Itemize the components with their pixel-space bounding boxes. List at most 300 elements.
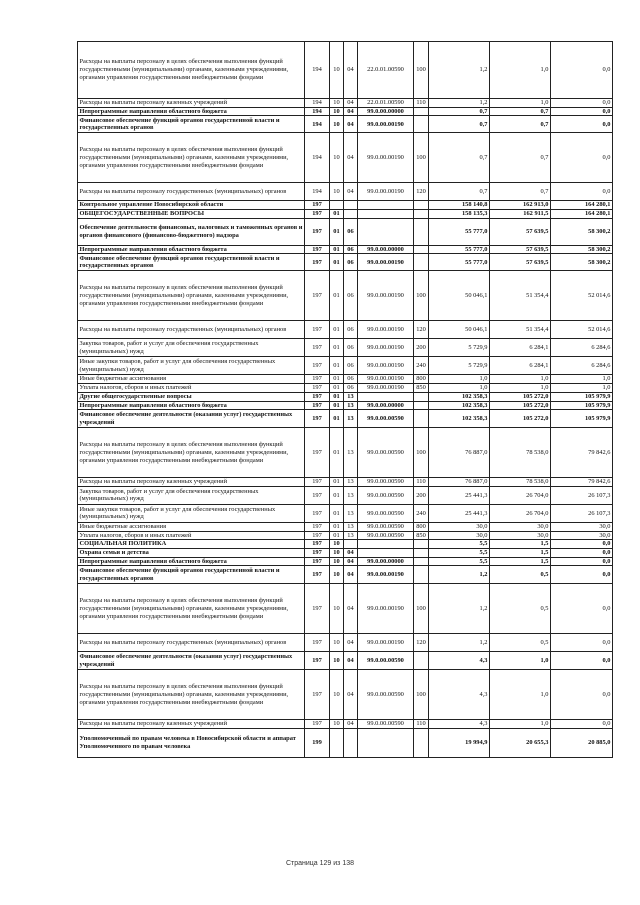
target-article-cell: 99.0.00.00590	[358, 522, 414, 531]
name-cell: Другие общегосударственные вопросы	[78, 392, 305, 401]
target-article-cell	[358, 210, 414, 219]
expense-type-cell: 100	[414, 133, 429, 183]
amount-year2-cell: 162 913,0	[490, 201, 551, 210]
subsection-cell: 13	[344, 428, 358, 478]
amount-year1-cell: 1,0	[429, 384, 490, 393]
expense-type-cell: 240	[414, 357, 429, 375]
amount-year2-cell: 1,0	[490, 652, 551, 670]
subsection-cell: 04	[344, 99, 358, 108]
amount-year2-cell: 0,7	[490, 133, 551, 183]
name-cell: Финансовое обеспечение деятельности (оказания услуг) государственных учреждений	[78, 410, 305, 428]
target-article-cell: 99.0.00.00190	[358, 357, 414, 375]
target-article-cell: 99.0.00.00590	[358, 670, 414, 720]
table-row	[78, 670, 613, 720]
expense-type-cell	[414, 245, 429, 254]
amount-year1-cell: 158 140,8	[429, 201, 490, 210]
expense-type-cell	[414, 410, 429, 428]
target-article-cell: 99.0.00.00590	[358, 504, 414, 522]
amount-year2-cell: 26 704,0	[490, 486, 551, 504]
amount-year3-cell: 0,0	[551, 584, 613, 634]
target-article-cell: 99.0.00.00000	[358, 401, 414, 410]
amount-year3-cell: 58 300,2	[551, 254, 613, 271]
ved-cell: 194	[305, 183, 330, 201]
target-article-cell: 99.0.00.00190	[358, 339, 414, 357]
amount-year1-cell: 55 777,0	[429, 245, 490, 254]
ved-cell: 197	[305, 375, 330, 384]
section-cell: 10	[330, 42, 344, 99]
expense-type-cell	[414, 540, 429, 549]
target-article-cell	[358, 548, 414, 557]
ved-cell: 194	[305, 133, 330, 183]
subsection-cell: 04	[344, 183, 358, 201]
ved-cell: 194	[305, 116, 330, 133]
expense-type-cell: 100	[414, 271, 429, 321]
amount-year2-cell: 1,0	[490, 670, 551, 720]
expense-type-cell: 120	[414, 183, 429, 201]
table-row	[78, 478, 613, 487]
expense-type-cell	[414, 116, 429, 133]
amount-year3-cell: 0,0	[551, 540, 613, 549]
ved-cell: 197	[305, 522, 330, 531]
amount-year3-cell: 79 842,6	[551, 428, 613, 478]
name-cell: Непрограммные направления областного бюджета	[78, 245, 305, 254]
name-cell: Расходы на выплаты персоналу казенных учреждений	[78, 720, 305, 729]
amount-year3-cell: 1,0	[551, 375, 613, 384]
expense-type-cell: 100	[414, 42, 429, 99]
amount-year3-cell: 0,0	[551, 566, 613, 584]
section-cell: 01	[330, 410, 344, 428]
target-article-cell: 99.0.00.00190	[358, 116, 414, 133]
amount-year2-cell: 6 284,1	[490, 357, 551, 375]
table-row	[78, 218, 613, 245]
table-row	[78, 652, 613, 670]
amount-year1-cell: 0,7	[429, 107, 490, 116]
amount-year1-cell: 5,5	[429, 557, 490, 566]
table-row	[78, 339, 613, 357]
amount-year2-cell: 1,5	[490, 557, 551, 566]
ved-cell: 197	[305, 720, 330, 729]
amount-year3-cell: 105 979,9	[551, 401, 613, 410]
table-row	[78, 522, 613, 531]
name-cell: СОЦИАЛЬНАЯ ПОЛИТИКА	[78, 540, 305, 549]
amount-year2-cell: 20 655,3	[490, 729, 551, 758]
table-row	[78, 116, 613, 133]
name-cell: Расходы на выплаты персоналу государственных (муниципальных) органов	[78, 321, 305, 339]
target-article-cell: 99.0.00.00190	[358, 321, 414, 339]
name-cell: Расходы на выплаты персоналу в целях обеспечения выполнения функций государственными (муниципальными) органами, казенными учреждениями, органами управления государственными внебюджетными фондами	[78, 42, 305, 99]
amount-year3-cell: 58 300,2	[551, 218, 613, 245]
amount-year3-cell: 0,0	[551, 183, 613, 201]
subsection-cell: 04	[344, 42, 358, 99]
target-article-cell: 99.0.00.00590	[358, 531, 414, 540]
target-article-cell: 99.0.00.00190	[358, 566, 414, 584]
target-article-cell	[358, 729, 414, 758]
subsection-cell: 06	[344, 271, 358, 321]
amount-year1-cell: 5,5	[429, 548, 490, 557]
subsection-cell: 13	[344, 531, 358, 540]
expense-type-cell: 110	[414, 99, 429, 108]
subsection-cell: 06	[344, 339, 358, 357]
amount-year3-cell: 0,0	[551, 548, 613, 557]
target-article-cell: 99.0.00.00000	[358, 107, 414, 116]
amount-year2-cell: 57 639,5	[490, 245, 551, 254]
amount-year2-cell: 0,5	[490, 634, 551, 652]
amount-year3-cell: 26 107,3	[551, 486, 613, 504]
name-cell: Уполномоченный по правам человека в Новосибирской области и аппарат Уполномоченного по правам человека	[78, 729, 305, 758]
amount-year3-cell: 26 107,3	[551, 504, 613, 522]
expense-type-cell	[414, 566, 429, 584]
ved-cell: 197	[305, 584, 330, 634]
table-row	[78, 428, 613, 478]
ved-cell: 197	[305, 339, 330, 357]
section-cell: 01	[330, 401, 344, 410]
amount-year1-cell: 25 441,3	[429, 504, 490, 522]
amount-year1-cell: 1,2	[429, 584, 490, 634]
name-cell: Расходы на выплаты персоналу в целях обеспечения выполнения функций государственными (муниципальными) органами, казенными учреждениями, органами управления государственными внебюджетными фондами	[78, 584, 305, 634]
amount-year3-cell: 0,0	[551, 116, 613, 133]
subsection-cell: 13	[344, 522, 358, 531]
amount-year1-cell: 5 729,9	[429, 339, 490, 357]
expense-type-cell	[414, 392, 429, 401]
amount-year1-cell: 1,2	[429, 99, 490, 108]
name-cell: Непрограммные направления областного бюджета	[78, 107, 305, 116]
name-cell: Финансовое обеспечение функций органов государственной власти и государственных органов	[78, 254, 305, 271]
subsection-cell: 13	[344, 504, 358, 522]
expense-type-cell	[414, 254, 429, 271]
table-row	[78, 566, 613, 584]
expense-type-cell: 120	[414, 321, 429, 339]
table-row	[78, 634, 613, 652]
name-cell: Расходы на выплаты персоналу государственных (муниципальных) органов	[78, 183, 305, 201]
table-row	[78, 384, 613, 393]
expense-type-cell: 120	[414, 634, 429, 652]
section-cell: 10	[330, 720, 344, 729]
section-cell: 01	[330, 428, 344, 478]
expense-type-cell: 800	[414, 522, 429, 531]
section-cell: 01	[330, 478, 344, 487]
target-article-cell: 22.0.01.00590	[358, 99, 414, 108]
amount-year1-cell: 50 046,1	[429, 321, 490, 339]
expense-type-cell: 850	[414, 531, 429, 540]
ved-cell: 197	[305, 357, 330, 375]
ved-cell: 197	[305, 531, 330, 540]
subsection-cell: 06	[344, 357, 358, 375]
section-cell: 01	[330, 218, 344, 245]
section-cell: 10	[330, 116, 344, 133]
expense-type-cell	[414, 210, 429, 219]
table-row	[78, 486, 613, 504]
table-row	[78, 201, 613, 210]
subsection-cell: 04	[344, 634, 358, 652]
subsection-cell: 13	[344, 410, 358, 428]
expense-type-cell: 850	[414, 384, 429, 393]
amount-year2-cell: 0,5	[490, 584, 551, 634]
target-article-cell: 99.0.00.00190	[358, 254, 414, 271]
table-row	[78, 401, 613, 410]
expense-type-cell: 240	[414, 504, 429, 522]
target-article-cell: 22.0.01.00590	[358, 42, 414, 99]
ved-cell: 197	[305, 321, 330, 339]
amount-year3-cell: 52 014,6	[551, 271, 613, 321]
target-article-cell	[358, 218, 414, 245]
target-article-cell: 99.0.00.00000	[358, 245, 414, 254]
amount-year2-cell: 51 354,4	[490, 321, 551, 339]
expense-type-cell: 110	[414, 478, 429, 487]
target-article-cell: 99.0.00.00590	[358, 478, 414, 487]
name-cell: Закупка товаров, работ и услуг для обеспечения государственных (муниципальных) нужд	[78, 339, 305, 357]
amount-year1-cell: 30,0	[429, 522, 490, 531]
subsection-cell: 06	[344, 254, 358, 271]
target-article-cell: 99.0.00.00190	[358, 584, 414, 634]
amount-year1-cell: 4,3	[429, 670, 490, 720]
target-article-cell: 99.0.00.00190	[358, 183, 414, 201]
amount-year3-cell: 6 284,6	[551, 357, 613, 375]
section-cell: 01	[330, 531, 344, 540]
amount-year1-cell: 158 135,3	[429, 210, 490, 219]
name-cell: Закупка товаров, работ и услуг для обеспечения государственных (муниципальных) нужд	[78, 486, 305, 504]
section-cell: 01	[330, 522, 344, 531]
amount-year1-cell: 19 994,9	[429, 729, 490, 758]
target-article-cell: 99.0.00.00590	[358, 486, 414, 504]
subsection-cell: 04	[344, 584, 358, 634]
ved-cell: 197	[305, 540, 330, 549]
amount-year2-cell: 1,0	[490, 384, 551, 393]
amount-year3-cell: 164 280,1	[551, 210, 613, 219]
subsection-cell	[344, 210, 358, 219]
amount-year2-cell: 0,7	[490, 116, 551, 133]
amount-year2-cell: 0,5	[490, 566, 551, 584]
amount-year1-cell: 76 887,0	[429, 428, 490, 478]
amount-year3-cell: 0,0	[551, 107, 613, 116]
amount-year3-cell: 58 300,2	[551, 245, 613, 254]
section-cell: 10	[330, 670, 344, 720]
name-cell: Иные бюджетные ассигнования	[78, 375, 305, 384]
section-cell	[330, 201, 344, 210]
table-row	[78, 133, 613, 183]
section-cell: 01	[330, 392, 344, 401]
ved-cell: 197	[305, 652, 330, 670]
subsection-cell: 06	[344, 384, 358, 393]
expense-type-cell	[414, 401, 429, 410]
section-cell: 10	[330, 584, 344, 634]
amount-year3-cell: 1,0	[551, 384, 613, 393]
amount-year2-cell: 30,0	[490, 531, 551, 540]
subsection-cell: 06	[344, 321, 358, 339]
ved-cell: 197	[305, 557, 330, 566]
name-cell: Расходы на выплаты персоналу казенных учреждений	[78, 99, 305, 108]
target-article-cell	[358, 392, 414, 401]
expense-type-cell: 200	[414, 339, 429, 357]
amount-year1-cell: 1,0	[429, 375, 490, 384]
amount-year1-cell: 4,3	[429, 652, 490, 670]
name-cell: Расходы на выплаты персоналу государственных (муниципальных) органов	[78, 634, 305, 652]
target-article-cell	[358, 201, 414, 210]
subsection-cell: 13	[344, 486, 358, 504]
amount-year1-cell: 0,7	[429, 133, 490, 183]
section-cell: 01	[330, 504, 344, 522]
name-cell: Финансовое обеспечение функций органов государственной власти и государственных органов	[78, 566, 305, 584]
expense-type-cell: 100	[414, 584, 429, 634]
amount-year3-cell: 0,0	[551, 634, 613, 652]
target-article-cell: 99.0.00.00590	[358, 428, 414, 478]
name-cell: Расходы на выплаты персоналу казенных учреждений	[78, 478, 305, 487]
amount-year2-cell: 1,0	[490, 99, 551, 108]
subsection-cell: 04	[344, 670, 358, 720]
amount-year2-cell: 57 639,5	[490, 254, 551, 271]
target-article-cell: 99.0.00.00190	[358, 384, 414, 393]
target-article-cell: 99.0.00.00190	[358, 133, 414, 183]
expense-type-cell	[414, 729, 429, 758]
amount-year1-cell: 1,2	[429, 42, 490, 99]
target-article-cell: 99.0.00.00590	[358, 410, 414, 428]
subsection-cell: 13	[344, 401, 358, 410]
target-article-cell: 99.0.00.00000	[358, 557, 414, 566]
name-cell: Контрольное управление Новосибирской области	[78, 201, 305, 210]
amount-year2-cell: 78 538,0	[490, 478, 551, 487]
amount-year2-cell: 6 284,1	[490, 339, 551, 357]
name-cell: Расходы на выплаты персоналу в целях обеспечения выполнения функций государственными (муниципальными) органами, казенными учреждениями, органами управления государственными внебюджетными фондами	[78, 133, 305, 183]
amount-year2-cell: 1,0	[490, 720, 551, 729]
table-row	[78, 531, 613, 540]
ved-cell: 194	[305, 107, 330, 116]
section-cell: 10	[330, 652, 344, 670]
expense-type-cell	[414, 548, 429, 557]
table-row	[78, 584, 613, 634]
section-cell: 10	[330, 566, 344, 584]
amount-year3-cell: 20 885,0	[551, 729, 613, 758]
subsection-cell: 04	[344, 566, 358, 584]
table-row	[78, 357, 613, 375]
amount-year3-cell: 105 979,9	[551, 410, 613, 428]
amount-year1-cell: 102 358,3	[429, 401, 490, 410]
name-cell: Непрограммные направления областного бюджета	[78, 557, 305, 566]
amount-year3-cell: 0,0	[551, 652, 613, 670]
subsection-cell: 13	[344, 392, 358, 401]
ved-cell: 197	[305, 384, 330, 393]
table-row	[78, 107, 613, 116]
amount-year3-cell: 30,0	[551, 522, 613, 531]
expense-type-cell: 800	[414, 375, 429, 384]
amount-year1-cell: 76 887,0	[429, 478, 490, 487]
section-cell: 01	[330, 375, 344, 384]
name-cell: ОБЩЕГОСУДАРСТВЕННЫЕ ВОПРОСЫ	[78, 210, 305, 219]
target-article-cell: 99.0.00.00590	[358, 652, 414, 670]
subsection-cell	[344, 201, 358, 210]
target-article-cell: 99.0.00.00190	[358, 271, 414, 321]
name-cell: Непрограммные направления областного бюджета	[78, 401, 305, 410]
amount-year3-cell: 0,0	[551, 133, 613, 183]
table-row	[78, 410, 613, 428]
ved-cell: 197	[305, 504, 330, 522]
target-article-cell: 99.0.00.00590	[358, 720, 414, 729]
target-article-cell: 99.0.00.00190	[358, 375, 414, 384]
subsection-cell: 06	[344, 245, 358, 254]
section-cell	[330, 729, 344, 758]
subsection-cell: 04	[344, 720, 358, 729]
amount-year2-cell: 78 538,0	[490, 428, 551, 478]
subsection-cell: 04	[344, 652, 358, 670]
section-cell: 01	[330, 271, 344, 321]
name-cell: Расходы на выплаты персоналу в целях обеспечения выполнения функций государственными (муниципальными) органами, казенными учреждениями, органами управления государственными внебюджетными фондами	[78, 271, 305, 321]
expense-type-cell	[414, 652, 429, 670]
name-cell: Расходы на выплаты персоналу в целях обеспечения выполнения функций государственными (муниципальными) органами, казенными учреждениями, органами управления государственными внебюджетными фондами	[78, 670, 305, 720]
name-cell: Охрана семьи и детства	[78, 548, 305, 557]
amount-year1-cell: 1,2	[429, 634, 490, 652]
amount-year2-cell: 1,0	[490, 42, 551, 99]
section-cell: 10	[330, 99, 344, 108]
section-cell: 01	[330, 210, 344, 219]
section-cell: 10	[330, 183, 344, 201]
ved-cell: 197	[305, 670, 330, 720]
section-cell: 01	[330, 357, 344, 375]
ved-cell: 194	[305, 99, 330, 108]
amount-year2-cell: 1,5	[490, 548, 551, 557]
subsection-cell: 04	[344, 133, 358, 183]
amount-year2-cell: 0,7	[490, 107, 551, 116]
budget-table-body	[78, 42, 613, 758]
amount-year1-cell: 25 441,3	[429, 486, 490, 504]
target-article-cell: 99.0.00.00190	[358, 634, 414, 652]
ved-cell: 197	[305, 486, 330, 504]
amount-year2-cell: 0,7	[490, 183, 551, 201]
amount-year3-cell: 79 842,6	[551, 478, 613, 487]
amount-year2-cell: 105 272,0	[490, 392, 551, 401]
section-cell: 10	[330, 540, 344, 549]
table-row	[78, 540, 613, 549]
table-row	[78, 720, 613, 729]
amount-year3-cell: 0,0	[551, 720, 613, 729]
section-cell: 01	[330, 339, 344, 357]
table-row	[78, 321, 613, 339]
amount-year1-cell: 0,7	[429, 116, 490, 133]
name-cell: Расходы на выплаты персоналу в целях обеспечения выполнения функций государственными (муниципальными) органами, казенными учреждениями, органами управления государственными внебюджетными фондами	[78, 428, 305, 478]
subsection-cell: 04	[344, 548, 358, 557]
ved-cell: 197	[305, 428, 330, 478]
section-cell: 10	[330, 548, 344, 557]
ved-cell: 197	[305, 401, 330, 410]
amount-year3-cell: 105 979,9	[551, 392, 613, 401]
table-row	[78, 557, 613, 566]
ved-cell: 197	[305, 634, 330, 652]
section-cell: 10	[330, 634, 344, 652]
expense-type-cell	[414, 557, 429, 566]
amount-year2-cell: 105 272,0	[490, 410, 551, 428]
amount-year3-cell: 0,0	[551, 42, 613, 99]
table-row	[78, 375, 613, 384]
ved-cell: 197	[305, 218, 330, 245]
amount-year1-cell: 5 729,9	[429, 357, 490, 375]
amount-year2-cell: 1,0	[490, 375, 551, 384]
section-cell: 01	[330, 486, 344, 504]
expense-type-cell: 100	[414, 670, 429, 720]
table-row	[78, 729, 613, 758]
amount-year3-cell: 6 284,6	[551, 339, 613, 357]
name-cell: Уплата налогов, сборов и иных платежей	[78, 384, 305, 393]
amount-year2-cell: 51 354,4	[490, 271, 551, 321]
table-row	[78, 271, 613, 321]
subsection-cell	[344, 540, 358, 549]
amount-year1-cell: 55 777,0	[429, 254, 490, 271]
target-article-cell	[358, 540, 414, 549]
amount-year1-cell: 0,7	[429, 183, 490, 201]
expense-type-cell: 110	[414, 720, 429, 729]
subsection-cell: 06	[344, 218, 358, 245]
name-cell: Обеспечение деятельности финансовых, налоговых и таможенных органов и органов финансового (финансово-бюджетного) надзора	[78, 218, 305, 245]
amount-year1-cell: 1,2	[429, 566, 490, 584]
name-cell: Уплата налогов, сборов и иных платежей	[78, 531, 305, 540]
expense-type-cell: 100	[414, 428, 429, 478]
table-row	[78, 99, 613, 108]
